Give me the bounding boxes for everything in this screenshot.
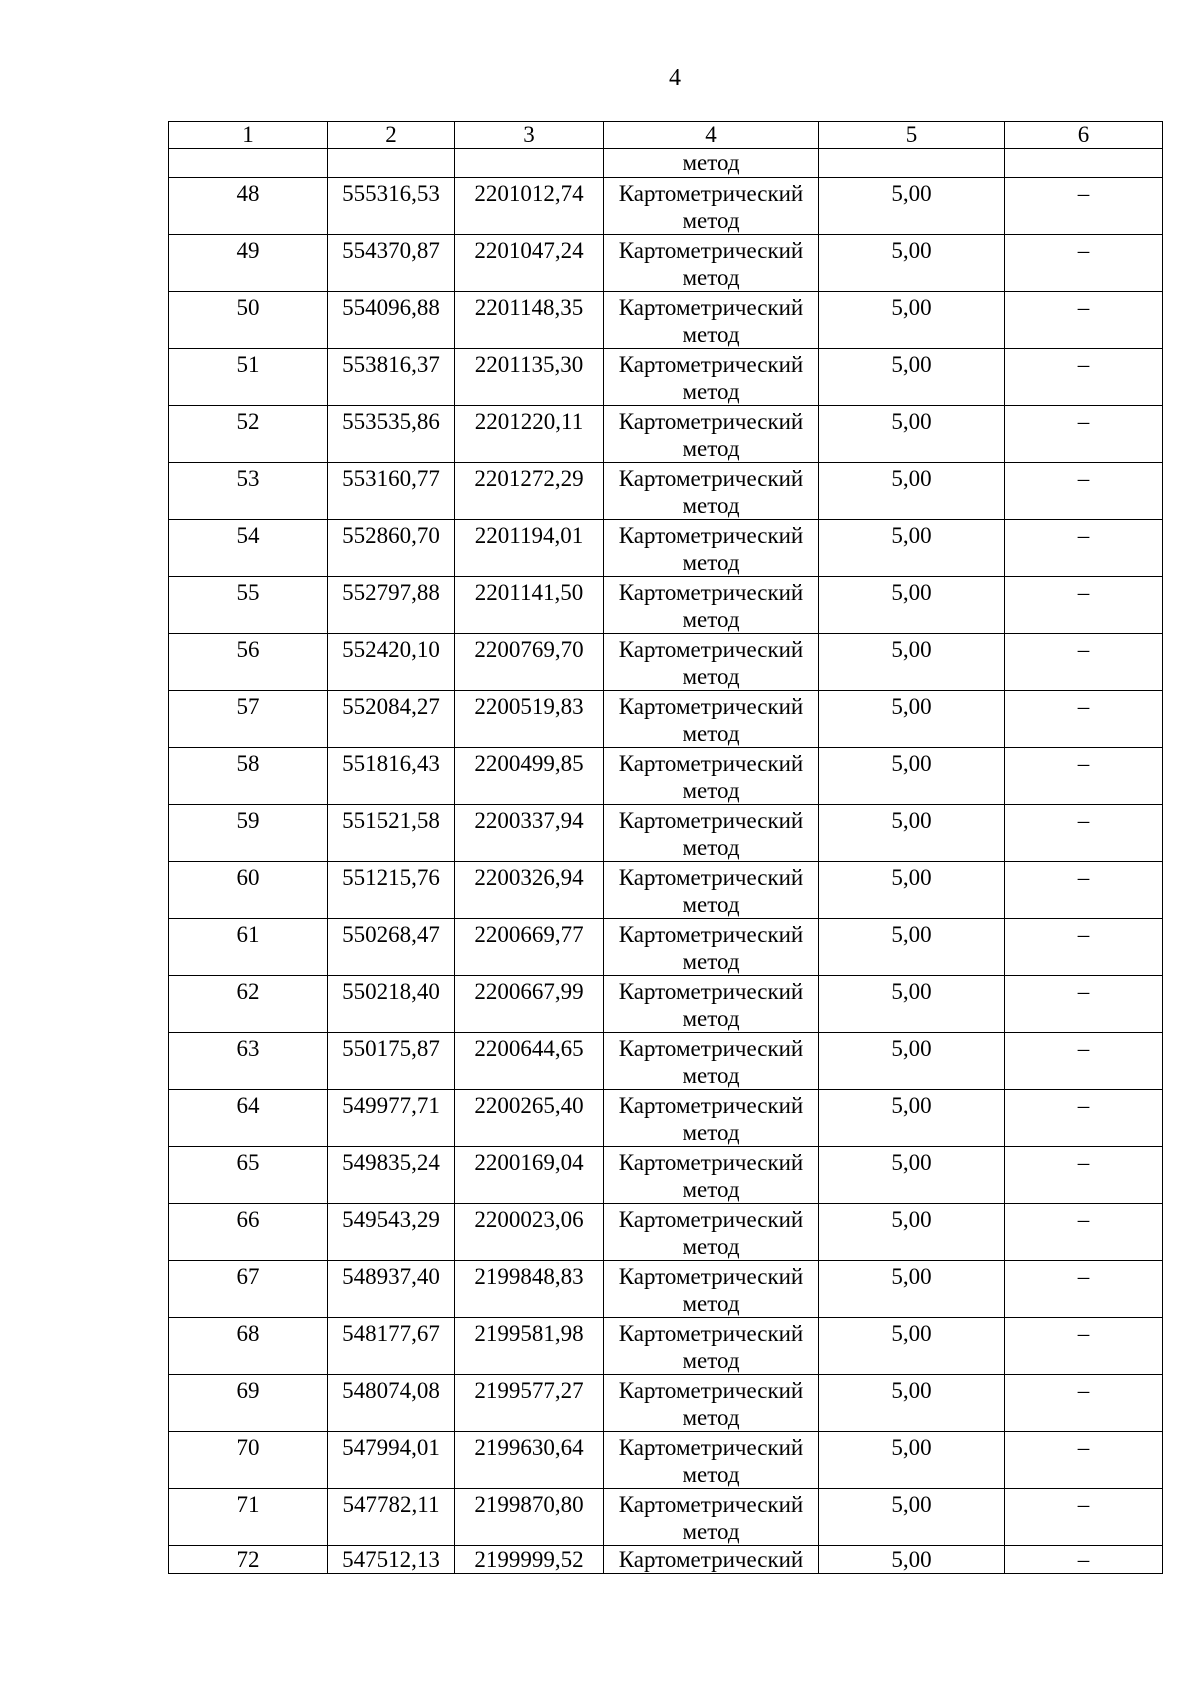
method-cell bbox=[604, 805, 819, 862]
method-line-2: метод bbox=[682, 436, 740, 461]
y-coordinate-cell: 2201012,74 bbox=[455, 178, 604, 235]
accuracy-cell: 5,00 bbox=[819, 1546, 1005, 1574]
accuracy-cell: 5,00 bbox=[819, 1432, 1005, 1489]
method-cell: Картометрический bbox=[604, 1546, 819, 1574]
method-cell bbox=[604, 178, 819, 235]
header-cell-3: 3 bbox=[455, 122, 604, 149]
method-cell bbox=[604, 634, 819, 691]
method-cell bbox=[604, 1204, 819, 1261]
x-coordinate-cell: 553160,77 bbox=[328, 463, 455, 520]
y-coordinate-cell: 2200169,04 bbox=[455, 1147, 604, 1204]
point-number-cell: 56 bbox=[169, 634, 328, 691]
accuracy-cell: 5,00 bbox=[819, 178, 1005, 235]
point-number-cell: 67 bbox=[169, 1261, 328, 1318]
coordinates-table-body bbox=[169, 122, 1163, 1574]
point-number-cell: 70 bbox=[169, 1432, 328, 1489]
y-coordinate-cell: 2201194,01 bbox=[455, 520, 604, 577]
x-coordinate-cell: 548074,08 bbox=[328, 1375, 455, 1432]
method-line-2: метод bbox=[682, 1120, 740, 1145]
header-cell-4: 4 bbox=[604, 122, 819, 149]
table-row bbox=[169, 1489, 1163, 1546]
point-number-cell: 68 bbox=[169, 1318, 328, 1375]
method-line-2: метод bbox=[682, 322, 740, 347]
note-cell: – bbox=[1005, 1375, 1163, 1432]
x-coordinate-cell: 551215,76 bbox=[328, 862, 455, 919]
note-cell: – bbox=[1005, 178, 1163, 235]
continuation-method-cell: метод bbox=[604, 149, 819, 178]
coordinates-table-wrapper bbox=[168, 121, 1163, 1574]
table-header-row bbox=[169, 122, 1163, 149]
method-line-2: метод bbox=[682, 835, 740, 860]
note-cell: – bbox=[1005, 634, 1163, 691]
point-number-cell: 62 bbox=[169, 976, 328, 1033]
method-line-2: метод bbox=[682, 1291, 740, 1316]
method-line-2: метод bbox=[682, 1405, 740, 1430]
table-row bbox=[169, 1261, 1163, 1318]
method-cell bbox=[604, 1147, 819, 1204]
accuracy-cell: 5,00 bbox=[819, 520, 1005, 577]
y-coordinate-cell: 2200769,70 bbox=[455, 634, 604, 691]
accuracy-cell: 5,00 bbox=[819, 1147, 1005, 1204]
continuation-cell-5 bbox=[819, 149, 1005, 178]
x-coordinate-cell: 551521,58 bbox=[328, 805, 455, 862]
table-row-last bbox=[169, 1546, 1163, 1574]
header-cell-6: 6 bbox=[1005, 122, 1163, 149]
x-coordinate-cell: 552797,88 bbox=[328, 577, 455, 634]
y-coordinate-cell: 2199999,52 bbox=[455, 1546, 604, 1574]
table-row bbox=[169, 805, 1163, 862]
point-number-cell: 63 bbox=[169, 1033, 328, 1090]
method-line-1: Картометрический bbox=[618, 352, 804, 377]
x-coordinate-cell: 550218,40 bbox=[328, 976, 455, 1033]
note-cell: – bbox=[1005, 1318, 1163, 1375]
y-coordinate-cell: 2200669,77 bbox=[455, 919, 604, 976]
method-line-2: метод bbox=[682, 1234, 740, 1259]
y-coordinate-cell: 2199581,98 bbox=[455, 1318, 604, 1375]
method-line-1: Картометрический bbox=[618, 751, 804, 776]
method-line-1: Картометрический bbox=[618, 637, 804, 662]
y-coordinate-cell: 2200023,06 bbox=[455, 1204, 604, 1261]
y-coordinate-cell: 2201141,50 bbox=[455, 577, 604, 634]
accuracy-cell: 5,00 bbox=[819, 235, 1005, 292]
method-cell bbox=[604, 919, 819, 976]
table-row bbox=[169, 748, 1163, 805]
point-number-cell: 66 bbox=[169, 1204, 328, 1261]
method-line-2: метод bbox=[682, 1519, 740, 1544]
method-cell bbox=[604, 1318, 819, 1375]
method-line-1: Картометрический bbox=[618, 1036, 804, 1061]
accuracy-cell: 5,00 bbox=[819, 1489, 1005, 1546]
note-cell: – bbox=[1005, 1033, 1163, 1090]
table-row bbox=[169, 463, 1163, 520]
y-coordinate-cell: 2200337,94 bbox=[455, 805, 604, 862]
table-row bbox=[169, 634, 1163, 691]
point-number-cell: 58 bbox=[169, 748, 328, 805]
method-line-2: метод bbox=[682, 892, 740, 917]
method-cell bbox=[604, 1432, 819, 1489]
method-line-1: Картометрический bbox=[618, 979, 804, 1004]
x-coordinate-cell: 547782,11 bbox=[328, 1489, 455, 1546]
y-coordinate-cell: 2201135,30 bbox=[455, 349, 604, 406]
table-row bbox=[169, 976, 1163, 1033]
note-cell: – bbox=[1005, 805, 1163, 862]
accuracy-cell: 5,00 bbox=[819, 691, 1005, 748]
coordinates-table bbox=[168, 121, 1163, 1574]
method-line-2: метод bbox=[682, 550, 740, 575]
method-line-1: Картометрический bbox=[618, 1207, 804, 1232]
x-coordinate-cell: 549543,29 bbox=[328, 1204, 455, 1261]
method-line-2: метод bbox=[682, 1348, 740, 1373]
method-line-2: метод bbox=[682, 607, 740, 632]
method-cell bbox=[604, 235, 819, 292]
method-line-1: Картометрический bbox=[618, 295, 804, 320]
method-line-1: Картометрический bbox=[618, 1321, 804, 1346]
x-coordinate-cell: 549835,24 bbox=[328, 1147, 455, 1204]
method-line-2: метод bbox=[682, 379, 740, 404]
method-line-1: Картометрический bbox=[618, 1093, 804, 1118]
y-coordinate-cell: 2200265,40 bbox=[455, 1090, 604, 1147]
point-number-cell: 48 bbox=[169, 178, 328, 235]
method-line-1: Картометрический bbox=[618, 865, 804, 890]
note-cell: – bbox=[1005, 235, 1163, 292]
continuation-cell-6 bbox=[1005, 149, 1163, 178]
table-row bbox=[169, 1375, 1163, 1432]
continuation-row bbox=[169, 149, 1163, 178]
accuracy-cell: 5,00 bbox=[819, 748, 1005, 805]
note-cell: – bbox=[1005, 1204, 1163, 1261]
x-coordinate-cell: 552420,10 bbox=[328, 634, 455, 691]
y-coordinate-cell: 2200326,94 bbox=[455, 862, 604, 919]
method-line-2: метод bbox=[682, 1462, 740, 1487]
point-number-cell: 64 bbox=[169, 1090, 328, 1147]
accuracy-cell: 5,00 bbox=[819, 349, 1005, 406]
x-coordinate-cell: 552084,27 bbox=[328, 691, 455, 748]
method-cell bbox=[604, 349, 819, 406]
method-line-1: Картометрический bbox=[618, 523, 804, 548]
accuracy-cell: 5,00 bbox=[819, 406, 1005, 463]
point-number-cell: 51 bbox=[169, 349, 328, 406]
method-line-2: метод bbox=[682, 1006, 740, 1031]
note-cell: – bbox=[1005, 1546, 1163, 1574]
table-row bbox=[169, 178, 1163, 235]
method-cell bbox=[604, 1489, 819, 1546]
continuation-cell-3 bbox=[455, 149, 604, 178]
table-row bbox=[169, 1090, 1163, 1147]
table-row bbox=[169, 919, 1163, 976]
accuracy-cell: 5,00 bbox=[819, 463, 1005, 520]
method-cell bbox=[604, 520, 819, 577]
x-coordinate-cell: 547512,13 bbox=[328, 1546, 455, 1574]
note-cell: – bbox=[1005, 691, 1163, 748]
method-line-1: Картометрический bbox=[618, 1492, 804, 1517]
note-cell: – bbox=[1005, 577, 1163, 634]
table-row bbox=[169, 1147, 1163, 1204]
note-cell: – bbox=[1005, 919, 1163, 976]
y-coordinate-cell: 2200499,85 bbox=[455, 748, 604, 805]
table-row bbox=[169, 1033, 1163, 1090]
note-cell: – bbox=[1005, 520, 1163, 577]
note-cell: – bbox=[1005, 463, 1163, 520]
accuracy-cell: 5,00 bbox=[819, 1090, 1005, 1147]
point-number-cell: 50 bbox=[169, 292, 328, 349]
accuracy-cell: 5,00 bbox=[819, 577, 1005, 634]
table-row bbox=[169, 349, 1163, 406]
x-coordinate-cell: 550268,47 bbox=[328, 919, 455, 976]
point-number-cell: 65 bbox=[169, 1147, 328, 1204]
note-cell: – bbox=[1005, 349, 1163, 406]
x-coordinate-cell: 553535,86 bbox=[328, 406, 455, 463]
note-cell: – bbox=[1005, 406, 1163, 463]
y-coordinate-cell: 2200519,83 bbox=[455, 691, 604, 748]
method-line-2: метод bbox=[682, 493, 740, 518]
method-line-2: метод bbox=[682, 949, 740, 974]
method-cell bbox=[604, 1090, 819, 1147]
header-cell-2: 2 bbox=[328, 122, 455, 149]
page-number: 4 bbox=[669, 65, 681, 91]
method-line-2: метод bbox=[682, 208, 740, 233]
y-coordinate-cell: 2199848,83 bbox=[455, 1261, 604, 1318]
x-coordinate-cell: 547994,01 bbox=[328, 1432, 455, 1489]
table-row bbox=[169, 406, 1163, 463]
y-coordinate-cell: 2200644,65 bbox=[455, 1033, 604, 1090]
method-line-1: Картометрический bbox=[618, 1150, 804, 1175]
note-cell: – bbox=[1005, 976, 1163, 1033]
method-line-2: метод bbox=[682, 721, 740, 746]
method-line-1: Картометрический bbox=[618, 409, 804, 434]
method-cell bbox=[604, 577, 819, 634]
method-line-1: Картометрический bbox=[618, 1435, 804, 1460]
x-coordinate-cell: 551816,43 bbox=[328, 748, 455, 805]
note-cell: – bbox=[1005, 1147, 1163, 1204]
method-line-2: метод bbox=[682, 1177, 740, 1202]
method-line-2: метод bbox=[682, 1063, 740, 1088]
accuracy-cell: 5,00 bbox=[819, 862, 1005, 919]
table-row bbox=[169, 235, 1163, 292]
accuracy-cell: 5,00 bbox=[819, 292, 1005, 349]
table-row bbox=[169, 577, 1163, 634]
continuation-cell-1 bbox=[169, 149, 328, 178]
x-coordinate-cell: 555316,53 bbox=[328, 178, 455, 235]
method-cell bbox=[604, 406, 819, 463]
y-coordinate-cell: 2201148,35 bbox=[455, 292, 604, 349]
point-number-cell: 71 bbox=[169, 1489, 328, 1546]
method-cell bbox=[604, 463, 819, 520]
accuracy-cell: 5,00 bbox=[819, 976, 1005, 1033]
method-line-1: Картометрический bbox=[618, 694, 804, 719]
table-row bbox=[169, 1318, 1163, 1375]
note-cell: – bbox=[1005, 748, 1163, 805]
table-row bbox=[169, 862, 1163, 919]
accuracy-cell: 5,00 bbox=[819, 919, 1005, 976]
accuracy-cell: 5,00 bbox=[819, 1204, 1005, 1261]
note-cell: – bbox=[1005, 292, 1163, 349]
method-cell bbox=[604, 1033, 819, 1090]
method-cell bbox=[604, 862, 819, 919]
accuracy-cell: 5,00 bbox=[819, 1375, 1005, 1432]
method-line-1: Картометрический bbox=[618, 466, 804, 491]
point-number-cell: 57 bbox=[169, 691, 328, 748]
y-coordinate-cell: 2201220,11 bbox=[455, 406, 604, 463]
method-line-1: Картометрический bbox=[618, 922, 804, 947]
x-coordinate-cell: 554096,88 bbox=[328, 292, 455, 349]
method-cell bbox=[604, 1261, 819, 1318]
method-line-1: Картометрический bbox=[618, 1378, 804, 1403]
method-line-1: Картометрический bbox=[618, 580, 804, 605]
note-cell: – bbox=[1005, 1261, 1163, 1318]
note-cell: – bbox=[1005, 862, 1163, 919]
accuracy-cell: 5,00 bbox=[819, 805, 1005, 862]
note-cell: – bbox=[1005, 1432, 1163, 1489]
table-row bbox=[169, 520, 1163, 577]
note-cell: – bbox=[1005, 1090, 1163, 1147]
point-number-cell: 61 bbox=[169, 919, 328, 976]
point-number-cell: 52 bbox=[169, 406, 328, 463]
point-number-cell: 59 bbox=[169, 805, 328, 862]
point-number-cell: 69 bbox=[169, 1375, 328, 1432]
x-coordinate-cell: 552860,70 bbox=[328, 520, 455, 577]
y-coordinate-cell: 2199577,27 bbox=[455, 1375, 604, 1432]
continuation-cell-2 bbox=[328, 149, 455, 178]
point-number-cell: 54 bbox=[169, 520, 328, 577]
method-cell bbox=[604, 748, 819, 805]
point-number-cell: 53 bbox=[169, 463, 328, 520]
x-coordinate-cell: 549977,71 bbox=[328, 1090, 455, 1147]
x-coordinate-cell: 548177,67 bbox=[328, 1318, 455, 1375]
method-cell bbox=[604, 1375, 819, 1432]
method-line-1: Картометрический bbox=[618, 238, 804, 263]
header-cell-1: 1 bbox=[169, 122, 328, 149]
point-number-cell: 55 bbox=[169, 577, 328, 634]
x-coordinate-cell: 550175,87 bbox=[328, 1033, 455, 1090]
method-cell bbox=[604, 292, 819, 349]
point-number-cell: 60 bbox=[169, 862, 328, 919]
y-coordinate-cell: 2201047,24 bbox=[455, 235, 604, 292]
y-coordinate-cell: 2201272,29 bbox=[455, 463, 604, 520]
x-coordinate-cell: 553816,37 bbox=[328, 349, 455, 406]
accuracy-cell: 5,00 bbox=[819, 634, 1005, 691]
table-row bbox=[169, 1432, 1163, 1489]
method-line-1: Картометрический bbox=[618, 181, 804, 206]
accuracy-cell: 5,00 bbox=[819, 1261, 1005, 1318]
y-coordinate-cell: 2199630,64 bbox=[455, 1432, 604, 1489]
x-coordinate-cell: 554370,87 bbox=[328, 235, 455, 292]
method-cell bbox=[604, 976, 819, 1033]
y-coordinate-cell: 2199870,80 bbox=[455, 1489, 604, 1546]
x-coordinate-cell: 548937,40 bbox=[328, 1261, 455, 1318]
y-coordinate-cell: 2200667,99 bbox=[455, 976, 604, 1033]
method-line-2: метод bbox=[682, 778, 740, 803]
method-cell bbox=[604, 691, 819, 748]
header-cell-5: 5 bbox=[819, 122, 1005, 149]
note-cell: – bbox=[1005, 1489, 1163, 1546]
accuracy-cell: 5,00 bbox=[819, 1318, 1005, 1375]
table-row bbox=[169, 691, 1163, 748]
table-row bbox=[169, 292, 1163, 349]
method-line-2: метод bbox=[682, 265, 740, 290]
point-number-cell: 49 bbox=[169, 235, 328, 292]
point-number-cell: 72 bbox=[169, 1546, 328, 1574]
table-row bbox=[169, 1204, 1163, 1261]
method-line-1: Картометрический bbox=[618, 1264, 804, 1289]
accuracy-cell: 5,00 bbox=[819, 1033, 1005, 1090]
method-line-1: Картометрический bbox=[618, 808, 804, 833]
method-line-2: метод bbox=[682, 664, 740, 689]
